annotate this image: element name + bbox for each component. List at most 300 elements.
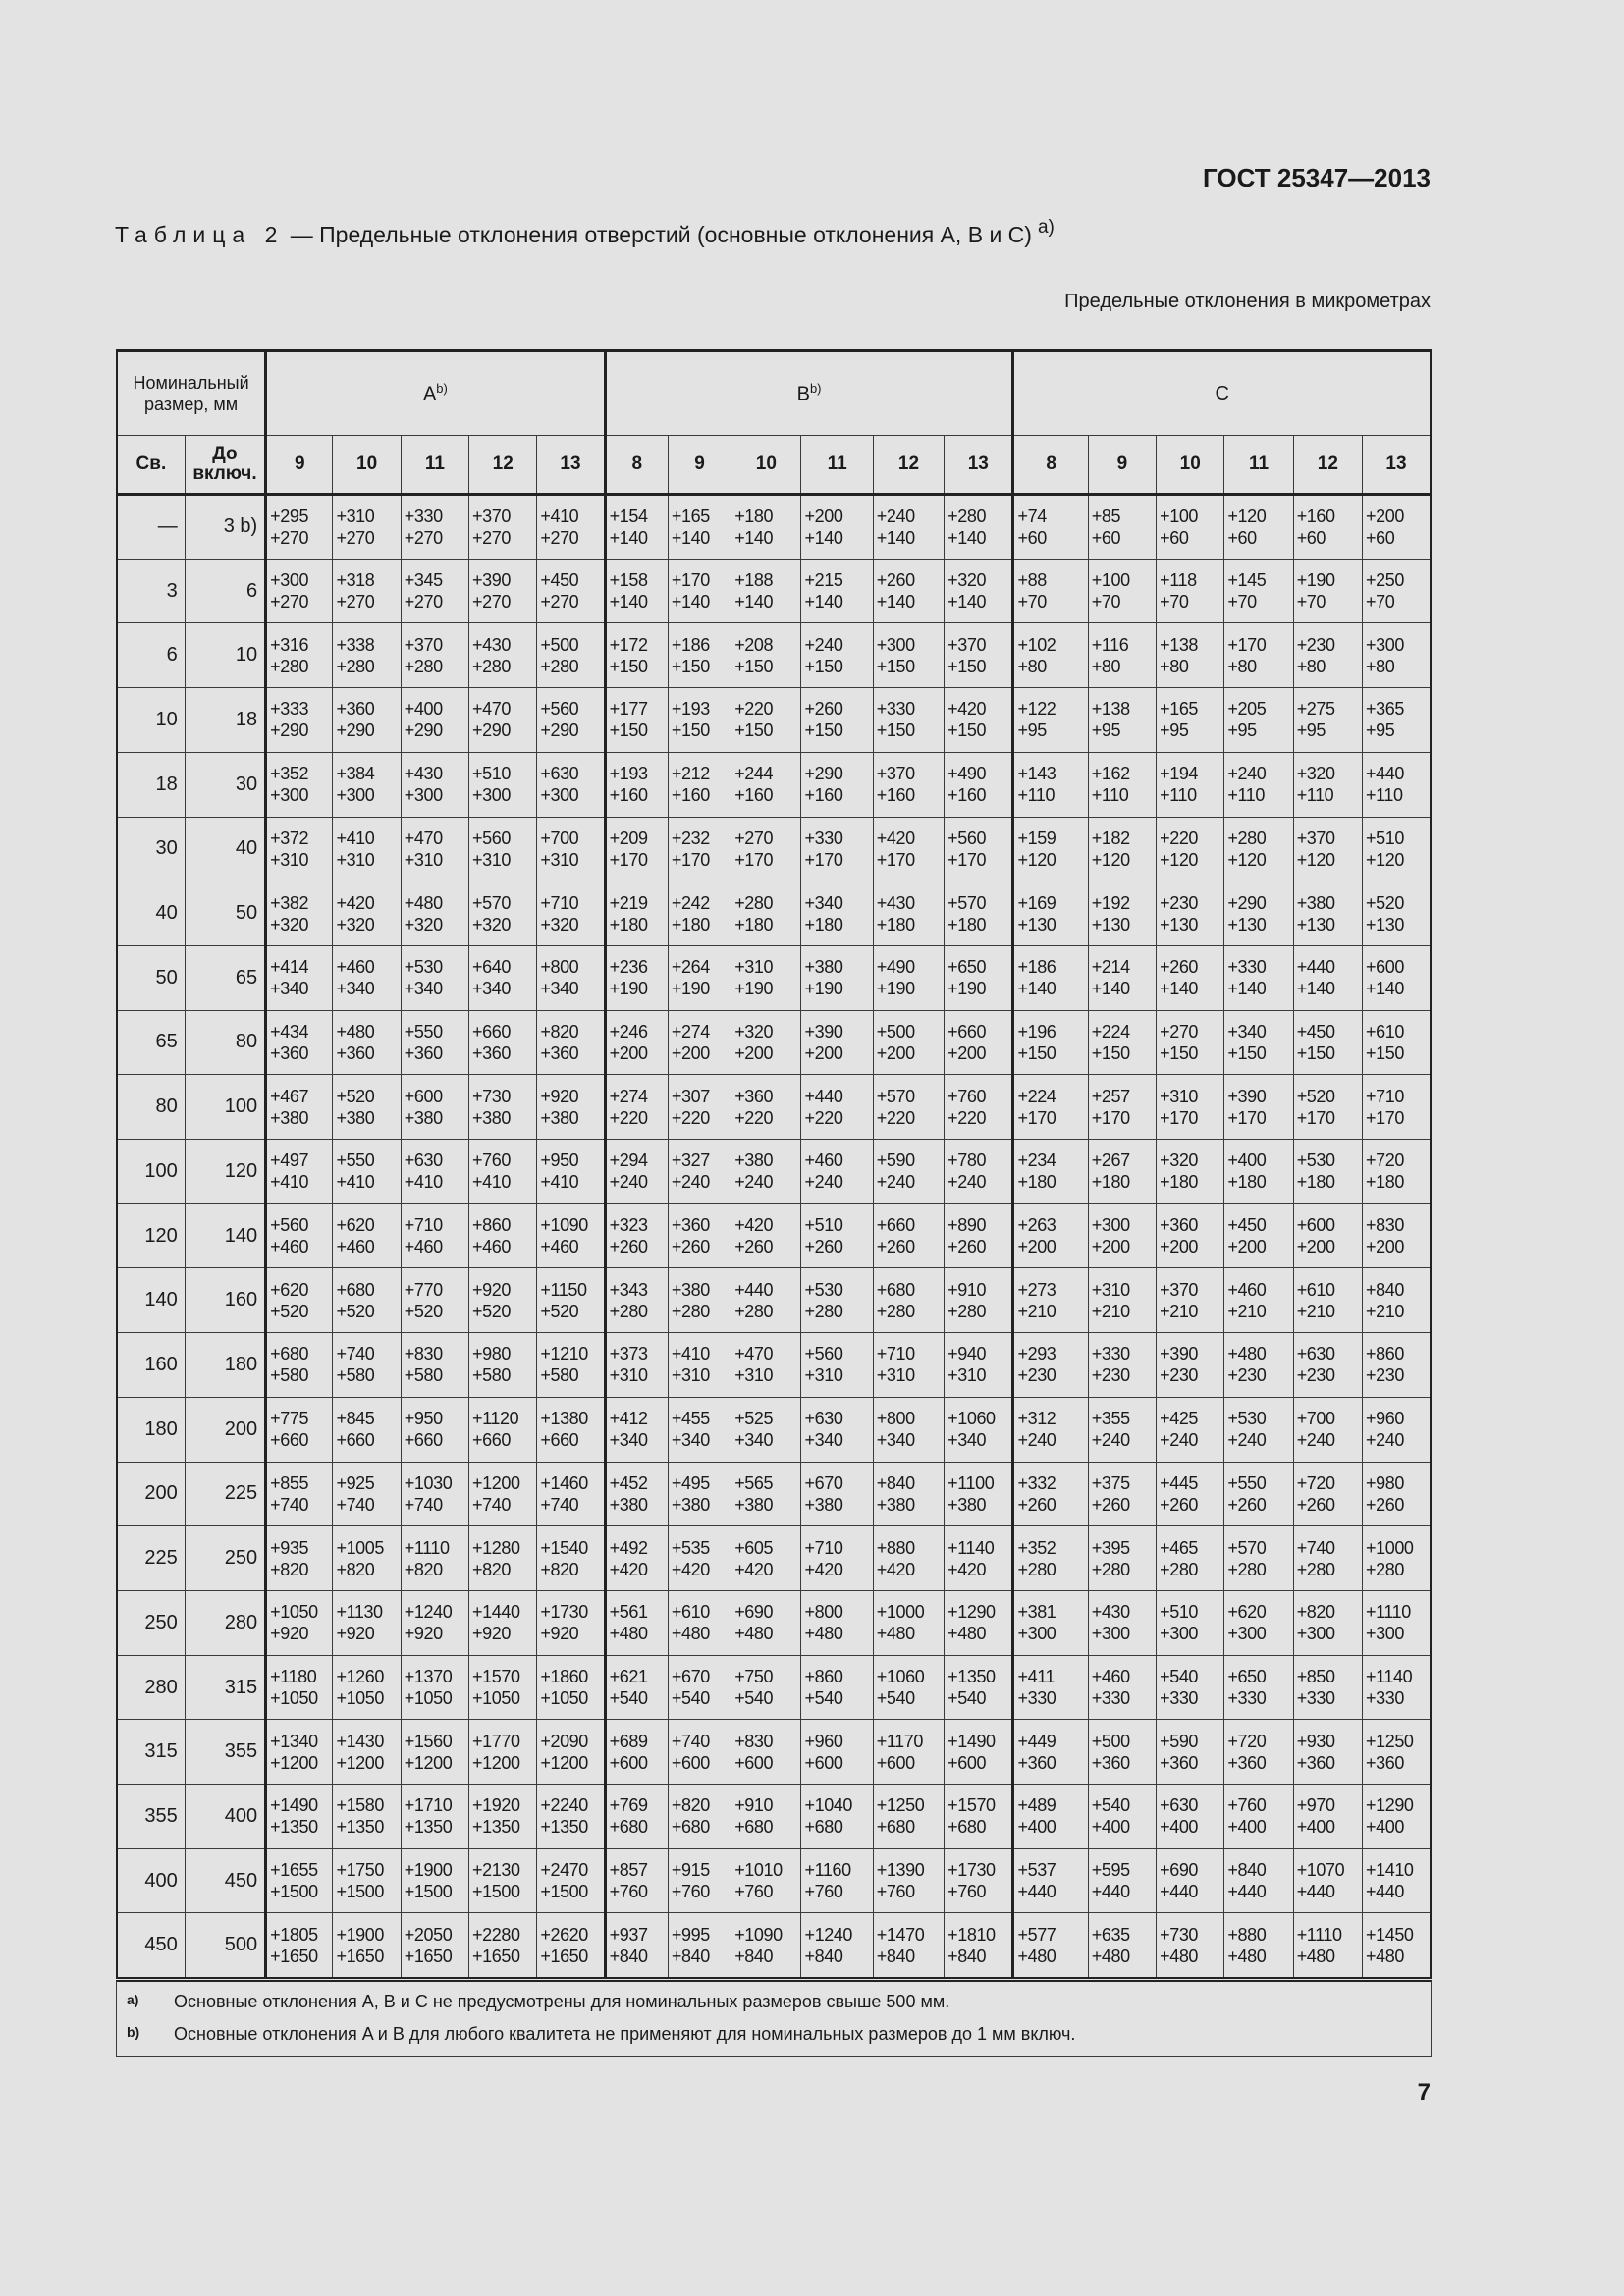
lower-deviation: +580 — [540, 1365, 579, 1386]
deviation-cell — [1088, 1203, 1156, 1268]
lower-deviation: +660 — [336, 1430, 375, 1451]
deviation-cell — [605, 945, 668, 1010]
deviation-cell — [1088, 1268, 1156, 1333]
lower-deviation: +95 — [1227, 721, 1257, 741]
lower-deviation: +580 — [472, 1365, 511, 1386]
lower-deviation: +820 — [404, 1559, 443, 1579]
lower-deviation: +840 — [671, 1946, 710, 1966]
upper-deviation: +365 — [1365, 699, 1404, 720]
deviation-cell — [801, 1010, 873, 1075]
upper-deviation: +343 — [609, 1279, 648, 1300]
size-upto: 250 — [185, 1526, 265, 1591]
lower-deviation: +180 — [671, 914, 710, 934]
upper-deviation: +680 — [336, 1279, 375, 1300]
lower-deviation: +400 — [1365, 1817, 1404, 1838]
lower-deviation: +330 — [1091, 1688, 1130, 1708]
upper-deviation: +411 — [1017, 1667, 1056, 1686]
upper-deviation: +280 — [1227, 828, 1267, 848]
size-over: 355 — [117, 1785, 185, 1849]
lower-deviation: +140 — [947, 527, 987, 548]
upper-deviation: +395 — [1091, 1537, 1130, 1558]
lower-deviation: +280 — [876, 1301, 915, 1321]
upper-deviation: +2470 — [540, 1860, 588, 1881]
deviation-cell — [1157, 1268, 1224, 1333]
upper-deviation: +950 — [404, 1409, 443, 1429]
lower-deviation: +340 — [270, 979, 309, 999]
lower-deviation: +280 — [671, 1301, 710, 1321]
deviation-cell — [1362, 1655, 1431, 1720]
upper-deviation: +630 — [540, 764, 579, 784]
upper-deviation: +1860 — [540, 1667, 588, 1686]
lower-deviation: +340 — [734, 1430, 774, 1451]
deviation-cell — [401, 1913, 468, 1978]
lower-deviation: +400 — [1091, 1817, 1130, 1838]
upper-deviation: +1460 — [540, 1472, 588, 1493]
deviation-cell — [401, 623, 468, 688]
deviation-cell — [1224, 1075, 1293, 1140]
lower-deviation: +170 — [671, 849, 710, 870]
lower-deviation: +130 — [1017, 914, 1056, 934]
lower-deviation: +200 — [671, 1042, 710, 1063]
upper-deviation: +570 — [876, 1086, 915, 1106]
upper-deviation: +2090 — [540, 1731, 588, 1751]
deviation-cell — [801, 1075, 873, 1140]
deviation-cell — [266, 1268, 333, 1333]
lower-deviation: +480 — [876, 1624, 915, 1644]
upper-deviation: +497 — [270, 1150, 309, 1171]
upper-deviation: +327 — [671, 1150, 710, 1171]
lower-deviation: +120 — [1296, 849, 1335, 870]
deviation-cell — [1088, 1397, 1156, 1462]
footnote-b — [127, 2024, 1075, 2045]
upper-deviation: +820 — [1296, 1602, 1335, 1623]
table-row — [117, 1526, 1431, 1591]
upper-deviation: +338 — [336, 634, 375, 655]
lower-deviation: +150 — [804, 721, 843, 741]
upper-deviation: +270 — [1160, 1021, 1199, 1041]
deviation-cell — [1088, 1333, 1156, 1398]
upper-deviation: +390 — [472, 570, 511, 591]
upper-deviation: +165 — [1160, 699, 1199, 720]
grade-header: 12 — [469, 436, 537, 495]
lower-deviation: +920 — [472, 1624, 511, 1644]
upper-deviation: +630 — [1160, 1795, 1199, 1816]
upper-deviation: +1000 — [876, 1602, 925, 1623]
deviation-cell — [1157, 817, 1224, 881]
lower-deviation: +260 — [671, 1237, 710, 1257]
lower-deviation: +280 — [1227, 1559, 1267, 1579]
upper-deviation: +660 — [876, 1215, 915, 1236]
deviation-cell — [945, 1397, 1013, 1462]
upper-deviation: +925 — [336, 1472, 375, 1493]
deviation-cell — [1362, 1203, 1431, 1268]
upper-deviation: +535 — [671, 1537, 710, 1558]
upper-deviation: +640 — [472, 957, 511, 978]
lower-deviation: +110 — [1296, 785, 1334, 806]
upper-deviation: +209 — [609, 828, 648, 848]
lower-deviation: +280 — [404, 656, 443, 676]
size-over: 80 — [117, 1075, 185, 1140]
size-upto: 40 — [185, 817, 265, 881]
upper-deviation: +170 — [671, 570, 710, 591]
lower-deviation: +180 — [1227, 1172, 1267, 1193]
size-upto: 280 — [185, 1590, 265, 1655]
lower-deviation: +440 — [1017, 1882, 1056, 1902]
deviation-cell — [537, 1010, 605, 1075]
deviation-cell — [1224, 1268, 1293, 1333]
upper-deviation: +182 — [1091, 828, 1130, 848]
upper-deviation: +455 — [671, 1409, 710, 1429]
lower-deviation: +540 — [876, 1688, 915, 1708]
deviation-cell — [1224, 559, 1293, 623]
upper-deviation: +450 — [1296, 1021, 1335, 1041]
deviation-cell — [469, 1590, 537, 1655]
deviation-cell — [537, 1526, 605, 1591]
lower-deviation: +150 — [734, 656, 774, 676]
deviation-cell — [605, 817, 668, 881]
deviation-cell — [1088, 1590, 1156, 1655]
lower-deviation: +1350 — [270, 1817, 318, 1838]
grade-header: 9 — [266, 436, 333, 495]
lower-deviation: +400 — [1160, 1817, 1199, 1838]
upper-deviation: +570 — [947, 892, 987, 913]
upper-deviation: +920 — [540, 1086, 579, 1106]
lower-deviation: +760 — [734, 1882, 774, 1902]
upper-deviation: +372 — [270, 828, 309, 848]
deviation-cell — [266, 752, 333, 817]
deviation-cell — [873, 1720, 944, 1785]
deviation-cell — [401, 1526, 468, 1591]
lower-deviation: +300 — [472, 785, 511, 806]
upper-deviation: +370 — [472, 506, 511, 526]
lower-deviation: +1050 — [540, 1688, 588, 1708]
size-upto: 315 — [185, 1655, 265, 1720]
deviation-cell — [401, 752, 468, 817]
caption-prefix: Таблица 2 — [115, 222, 285, 247]
deviation-cell — [401, 817, 468, 881]
upper-deviation: +930 — [1296, 1731, 1335, 1751]
lower-deviation: +140 — [876, 527, 915, 548]
lower-deviation: +240 — [1091, 1430, 1130, 1451]
size-upto: 50 — [185, 881, 265, 946]
lower-deviation: +360 — [1091, 1752, 1130, 1773]
deviation-cell — [1088, 623, 1156, 688]
lower-deviation: +310 — [876, 1365, 915, 1386]
lower-deviation: +240 — [734, 1172, 774, 1193]
lower-deviation: +210 — [1017, 1301, 1056, 1321]
deviation-cell — [1224, 1655, 1293, 1720]
upper-deviation: +143 — [1017, 764, 1056, 784]
lower-deviation: +170 — [1091, 1107, 1130, 1128]
upper-deviation: +689 — [609, 1731, 648, 1751]
upper-deviation: +1210 — [540, 1344, 588, 1364]
upper-deviation: +186 — [671, 634, 710, 655]
lower-deviation: +540 — [804, 1688, 843, 1708]
upper-deviation: +430 — [1091, 1602, 1130, 1623]
upper-deviation: +138 — [1091, 699, 1130, 720]
upper-deviation: +224 — [1017, 1086, 1056, 1106]
lower-deviation: +170 — [1017, 1107, 1056, 1128]
upper-deviation: +158 — [609, 570, 648, 591]
deviation-cell — [401, 881, 468, 946]
deviation-cell — [537, 817, 605, 881]
deviation-cell — [1088, 1785, 1156, 1849]
lower-deviation: +480 — [609, 1624, 648, 1644]
deviation-cell — [945, 1913, 1013, 1978]
deviation-cell — [1157, 881, 1224, 946]
deviation-cell — [945, 1075, 1013, 1140]
lower-deviation: +1650 — [270, 1946, 318, 1966]
upper-deviation: +162 — [1091, 764, 1130, 784]
lower-deviation: +290 — [404, 721, 443, 741]
upper-deviation: +274 — [671, 1021, 710, 1041]
size-over: 280 — [117, 1655, 185, 1720]
deviation-cell — [731, 1590, 801, 1655]
lower-deviation: +150 — [609, 721, 648, 741]
deviation-cell — [1224, 1785, 1293, 1849]
deviation-cell — [1362, 752, 1431, 817]
deviation-cell — [1362, 1140, 1431, 1204]
size-over: 40 — [117, 881, 185, 946]
upper-deviation: +845 — [336, 1409, 375, 1429]
upper-deviation: +230 — [1296, 634, 1335, 655]
upper-deviation: +460 — [336, 957, 375, 978]
deviation-cell — [668, 1785, 731, 1849]
deviation-cell — [333, 1268, 401, 1333]
lower-deviation: +1050 — [270, 1688, 318, 1708]
upper-deviation: +467 — [270, 1086, 309, 1106]
upper-deviation: +440 — [804, 1086, 843, 1106]
upper-deviation: +980 — [472, 1344, 511, 1364]
deviation-cell — [1013, 1526, 1088, 1591]
deviation-cell — [801, 1848, 873, 1913]
deviation-cell — [1293, 945, 1362, 1010]
deviation-cell — [1224, 1720, 1293, 1785]
deviation-cell — [266, 1397, 333, 1462]
lower-deviation: +190 — [671, 979, 710, 999]
upper-deviation: +452 — [609, 1472, 648, 1493]
units-note: Предельные отклонения в микрометрах — [1064, 291, 1431, 312]
size-over: 65 — [117, 1010, 185, 1075]
deviation-cell — [469, 1140, 537, 1204]
upper-deviation: +970 — [1296, 1795, 1335, 1816]
lower-deviation: +680 — [947, 1817, 987, 1838]
lower-deviation: +230 — [1365, 1365, 1404, 1386]
deviation-cell — [401, 1848, 468, 1913]
upper-deviation: +420 — [876, 828, 915, 848]
upper-deviation: +2280 — [472, 1924, 520, 1945]
upper-deviation: +1900 — [404, 1860, 453, 1881]
deviation-cell — [1362, 688, 1431, 753]
upper-deviation: +340 — [804, 892, 843, 913]
upper-deviation: +100 — [1160, 506, 1199, 526]
upper-deviation: +360 — [336, 699, 375, 720]
deviation-cell — [1013, 752, 1088, 817]
size-over: 160 — [117, 1333, 185, 1398]
deviation-cell — [469, 817, 537, 881]
upper-deviation: +577 — [1017, 1924, 1056, 1945]
upper-deviation: +920 — [472, 1279, 511, 1300]
lower-deviation: +440 — [1365, 1882, 1404, 1902]
deviation-cell — [873, 688, 944, 753]
deviation-cell — [1013, 1397, 1088, 1462]
upper-deviation: +330 — [804, 828, 843, 848]
upper-deviation: +1540 — [540, 1537, 588, 1558]
deviation-cell — [945, 817, 1013, 881]
lower-deviation: +330 — [1227, 1688, 1267, 1708]
lower-deviation: +480 — [1017, 1946, 1056, 1966]
lower-deviation: +260 — [1160, 1494, 1199, 1515]
upper-deviation: +390 — [1227, 1086, 1267, 1106]
upper-deviation: +370 — [1160, 1279, 1199, 1300]
upper-deviation: +200 — [1365, 506, 1404, 526]
lower-deviation: +330 — [1160, 1688, 1199, 1708]
lower-deviation: +160 — [609, 785, 648, 806]
upper-deviation: +1140 — [1365, 1667, 1413, 1686]
upper-deviation: +102 — [1017, 634, 1056, 655]
upper-deviation: +384 — [336, 764, 375, 784]
lower-deviation: +300 — [540, 785, 579, 806]
lower-deviation: +240 — [1365, 1430, 1404, 1451]
upper-deviation: +489 — [1017, 1795, 1056, 1816]
grade-header: 11 — [401, 436, 468, 495]
upper-deviation: +116 — [1091, 634, 1129, 655]
lower-deviation: +220 — [671, 1107, 710, 1128]
upper-deviation: +560 — [540, 699, 579, 720]
lower-deviation: +150 — [609, 656, 648, 676]
upper-deviation: +670 — [671, 1667, 710, 1686]
deviation-cell — [537, 881, 605, 946]
deviation-cell — [801, 945, 873, 1010]
group-header-c — [1013, 351, 1431, 436]
deviation-cell — [1013, 1203, 1088, 1268]
deviation-cell — [537, 1075, 605, 1140]
upper-deviation: +710 — [876, 1344, 915, 1364]
lower-deviation: +380 — [336, 1107, 375, 1128]
lower-deviation: +110 — [1091, 785, 1129, 806]
upper-deviation: +1250 — [1365, 1731, 1414, 1751]
caption-note-ref: a) — [1037, 217, 1055, 238]
lower-deviation: +300 — [270, 785, 309, 806]
deviation-cell — [1224, 1397, 1293, 1462]
upper-deviation: +381 — [1017, 1602, 1056, 1623]
lower-deviation: +410 — [404, 1172, 443, 1193]
deviation-cell — [873, 623, 944, 688]
upper-deviation: +935 — [270, 1537, 309, 1558]
upper-deviation: +1070 — [1296, 1860, 1345, 1881]
deviation-cell — [266, 1140, 333, 1204]
size-over: 200 — [117, 1462, 185, 1526]
deviation-cell — [801, 623, 873, 688]
upper-deviation: +1730 — [947, 1860, 996, 1881]
upper-deviation: +434 — [270, 1021, 309, 1041]
upper-deviation: +330 — [876, 699, 915, 720]
lower-deviation: +210 — [1091, 1301, 1130, 1321]
deviation-cell — [1088, 752, 1156, 817]
lower-deviation: +260 — [947, 1237, 987, 1257]
deviation-cell — [873, 1590, 944, 1655]
upper-deviation: +660 — [947, 1021, 987, 1041]
deviation-cell — [801, 1720, 873, 1785]
upper-deviation: +1120 — [472, 1409, 519, 1429]
table-row — [117, 881, 1431, 946]
upper-deviation: +1730 — [540, 1602, 588, 1623]
lower-deviation: +260 — [1017, 1494, 1056, 1515]
upper-deviation: +820 — [671, 1795, 710, 1816]
size-over: 225 — [117, 1526, 185, 1591]
deviation-cell — [333, 559, 401, 623]
upper-deviation: +274 — [609, 1086, 648, 1106]
lower-deviation: +840 — [804, 1946, 843, 1966]
upper-deviation: +430 — [876, 892, 915, 913]
upper-deviation: +720 — [1227, 1731, 1267, 1751]
lower-deviation: +460 — [472, 1237, 511, 1257]
lower-deviation: +160 — [947, 785, 987, 806]
upper-deviation: +159 — [1017, 828, 1056, 848]
deviation-cell — [333, 1913, 401, 1978]
lower-deviation: +290 — [336, 721, 375, 741]
upper-deviation: +300 — [1365, 634, 1404, 655]
lower-deviation: +160 — [804, 785, 843, 806]
deviation-cell — [333, 688, 401, 753]
deviation-cell — [1157, 1397, 1224, 1462]
deviation-cell — [1293, 881, 1362, 946]
upper-deviation: +340 — [1227, 1021, 1267, 1041]
deviation-cell — [537, 1268, 605, 1333]
lower-deviation: +360 — [1160, 1752, 1199, 1773]
deviation-cell — [873, 1268, 944, 1333]
deviation-cell — [605, 1203, 668, 1268]
upper-deviation: +740 — [1296, 1537, 1335, 1558]
deviation-cell — [873, 945, 944, 1010]
deviation-cell — [266, 1526, 333, 1591]
upper-deviation: +680 — [270, 1344, 309, 1364]
size-upto: 80 — [185, 1010, 265, 1075]
deviation-cell — [1362, 1785, 1431, 1849]
deviation-cell — [1362, 817, 1431, 881]
lower-deviation: +140 — [1365, 979, 1404, 999]
deviation-cell — [333, 945, 401, 1010]
upper-deviation: +2050 — [404, 1924, 453, 1945]
upper-deviation: +890 — [947, 1215, 987, 1236]
deviation-cell — [469, 1848, 537, 1913]
upper-deviation: +1240 — [404, 1602, 453, 1623]
upper-deviation: +240 — [1227, 764, 1267, 784]
deviation-cell — [1157, 1848, 1224, 1913]
lower-deviation: +80 — [1017, 656, 1047, 676]
lower-deviation: +95 — [1017, 721, 1047, 741]
deviation-cell — [605, 1848, 668, 1913]
lower-deviation: +540 — [671, 1688, 710, 1708]
upper-deviation: +760 — [947, 1086, 987, 1106]
lower-deviation: +240 — [671, 1172, 710, 1193]
upper-deviation: +410 — [671, 1344, 710, 1364]
deviation-cell — [668, 945, 731, 1010]
lower-deviation: +150 — [1365, 1042, 1404, 1063]
upper-deviation: +550 — [1227, 1472, 1267, 1493]
lower-deviation: +360 — [336, 1042, 375, 1063]
upper-deviation: +74 — [1017, 506, 1047, 526]
upper-deviation: +605 — [734, 1537, 774, 1558]
deviation-cell — [469, 881, 537, 946]
upper-deviation: +1010 — [734, 1860, 783, 1881]
deviation-cell — [333, 1203, 401, 1268]
upper-deviation: +510 — [804, 1215, 843, 1236]
deviation-cell — [1224, 1333, 1293, 1398]
size-over: 120 — [117, 1203, 185, 1268]
lower-deviation: +380 — [734, 1494, 774, 1515]
grade-header: 12 — [873, 436, 944, 495]
